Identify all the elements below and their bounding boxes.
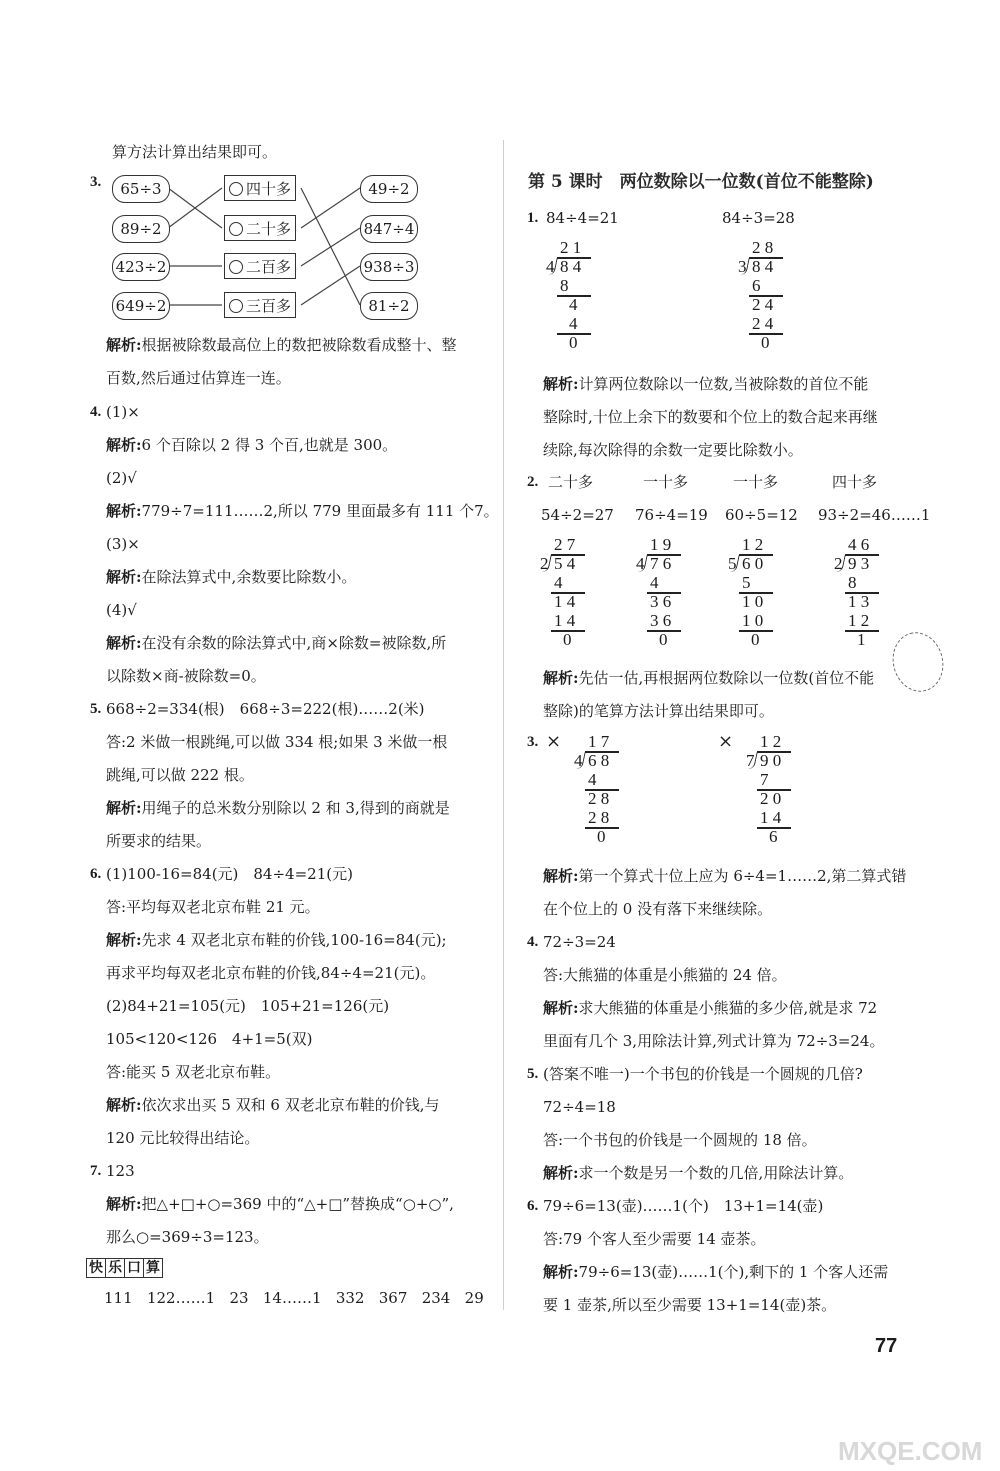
q6-answer-2: 答:能买 5 双老北京布鞋。: [106, 1063, 281, 1081]
division-dividend: 6 0: [742, 554, 764, 573]
division-step: 2 8: [588, 789, 610, 808]
division-divisor: 3: [738, 257, 747, 276]
division-divisor: 2: [540, 554, 549, 573]
r-q1-eq1: 84÷4=21: [546, 209, 619, 227]
r-q2-est-3: 一十多: [733, 473, 779, 491]
r-q6-line: 79÷6=13(壶)……1(个) 13+1=14(壶): [543, 1197, 824, 1215]
match-left-3: 423÷2: [112, 253, 170, 281]
division-step: 1 0: [742, 611, 764, 630]
match-mid-1: 四十多: [224, 175, 296, 201]
division-step: 4: [554, 573, 563, 592]
division-dividend: 9 0: [760, 751, 782, 770]
q6-analysis-4: 120 元比较得出结论。: [106, 1129, 260, 1147]
r-q5-analysis: 解析:求一个数是另一个数的几倍,用除法计算。: [543, 1164, 854, 1182]
q4-p1-analysis: 解析:6 个百除以 2 得 3 个百,也就是 300。: [106, 436, 398, 454]
q5-answer-2: 跳绳,可以做 222 根。: [106, 766, 254, 784]
mental-math-answers: 111 122……1 23 14……1 332 367 234 29: [104, 1289, 484, 1307]
page-number: 77: [875, 1335, 898, 1357]
division-divisor: 7: [746, 751, 755, 770]
division-step: 7: [760, 770, 769, 789]
r-q6-analysis-1: 解析:79÷6=13(壶)……1(个),剩下的 1 个客人还需: [543, 1263, 889, 1281]
match-right-4: 81÷2: [360, 292, 418, 320]
division-step: 8: [560, 276, 569, 295]
division-step: 8: [848, 573, 857, 592]
q6-line-1: (1)100-16=84(元) 84÷4=21(元): [106, 865, 353, 883]
division-step: 1 3: [848, 592, 870, 611]
q6-line-3: 105<120<126 4+1=5(双): [106, 1030, 313, 1048]
r-q2-number: 2.: [527, 474, 539, 490]
r-q1-eq2: 84÷3=28: [722, 209, 795, 227]
r-q3-analysis-1: 解析:第一个算式十位上应为 6÷4=1……2,第二算式错: [543, 867, 907, 885]
r-q3-mark-2: ×: [718, 731, 734, 752]
division-step: 6: [769, 827, 778, 846]
q6-analysis-3: 解析:依次求出买 5 双和 6 双老北京布鞋的价钱,与: [106, 1096, 440, 1114]
division-step: 3 6: [650, 611, 672, 630]
r-q4-analysis-1: 解析:求大熊猫的体重是小熊猫的多少倍,就是求 72: [543, 999, 878, 1017]
division-quotient: 4 6: [848, 535, 870, 554]
match-right-2: 847÷4: [360, 215, 418, 243]
division-step: 4: [569, 314, 578, 333]
mental-math-header: 快 乐 口 算: [86, 1257, 162, 1278]
division-step: 3 6: [650, 592, 672, 611]
division-step: 0: [597, 827, 606, 846]
division-step: 0: [659, 630, 668, 649]
q4-p4: (4)√: [106, 601, 137, 619]
r-q2-eq-3: 60÷5=12: [725, 506, 798, 524]
match-right-1: 49÷2: [360, 175, 418, 203]
q6-analysis-2: 再求平均每双老北京布鞋的价钱,84÷4=21(元)。: [106, 964, 436, 982]
q7-number: 7.: [90, 1163, 102, 1179]
lesson-title: 第 5 课时 两位数除以一位数(首位不能整除): [528, 172, 874, 192]
match-right-3: 938÷3: [360, 253, 418, 281]
q6-number: 6.: [90, 866, 102, 882]
r-q1-analysis-1: 解析:计算两位数除以一位数,当被除数的首位不能: [543, 375, 869, 393]
r-q2-analysis-1: 解析:先估一估,再根据两位数除以一位数(首位不能: [543, 669, 875, 687]
r-q1-analysis-3: 续除,每次除得的余数一定要比除数小。: [543, 441, 803, 459]
r-q2-est-2: 一十多: [643, 473, 689, 491]
match-left-4: 649÷2: [112, 292, 170, 320]
q6-analysis-1: 解析:先求 4 双老北京布鞋的价钱,100-16=84(元);: [106, 931, 447, 949]
q4-number: 4.: [90, 404, 102, 420]
face-icon: [229, 299, 243, 313]
q5-number: 5.: [90, 701, 102, 717]
q4-p1: (1)×: [106, 403, 140, 421]
continuation-line: 算方法计算出结果即可。: [112, 143, 278, 161]
division-quotient: 1 2: [742, 535, 764, 554]
q7-line: 123: [106, 1162, 135, 1180]
r-q5-number: 5.: [527, 1066, 539, 1082]
division-dividend: 6 8: [588, 751, 610, 770]
r-q5-answer: 答:一个书包的价钱是一个圆规的 18 倍。: [543, 1131, 817, 1149]
division-quotient: 1 2: [760, 732, 782, 751]
division-step: 2 8: [588, 808, 610, 827]
r-q2-eq-1: 54÷2=27: [541, 506, 614, 524]
match-left-2: 89÷2: [112, 215, 170, 243]
r-q2-eq-2: 76÷4=19: [635, 506, 708, 524]
r-q3-analysis-2: 在个位上的 0 没有落下来继续除。: [543, 900, 773, 918]
r-q1-analysis-2: 整除时,十位上余下的数要和个位上的数合起来再继: [543, 408, 878, 426]
division-quotient: 2 1: [560, 238, 582, 257]
r-q2-analysis-2: 整除)的笔算方法计算出结果即可。: [543, 702, 774, 720]
division-step: 1 4: [554, 592, 576, 611]
q7-analysis-2: 那么○=369÷3=123。: [106, 1228, 269, 1246]
r-q6-number: 6.: [527, 1198, 539, 1214]
q3-number: 3.: [90, 174, 102, 190]
watermark: MXQE.COM: [838, 1436, 983, 1466]
division-dividend: 5 4: [554, 554, 576, 573]
r-q4-answer: 答:大熊猫的体重是小熊猫的 24 倍。: [543, 966, 787, 984]
q4-p3-analysis: 解析:在除法算式中,余数要比除数小。: [106, 568, 357, 586]
q5-answer-1: 答:2 米做一根跳绳,可以做 334 根;如果 3 米做一根: [106, 733, 448, 751]
r-q5-line-2: 72÷4=18: [543, 1098, 616, 1116]
division-step: 0: [751, 630, 760, 649]
q6-answer-1: 答:平均每双老北京布鞋 21 元。: [106, 898, 320, 916]
r-q2-est-1: 二十多: [548, 473, 594, 491]
division-quotient: 2 8: [752, 238, 774, 257]
division-divisor: 4: [636, 554, 645, 573]
division-divisor: 5: [728, 554, 737, 573]
q7-analysis-1: 解析:把△+□+○=369 中的“△+□”替换成“○+○”,: [106, 1195, 454, 1213]
q5-analysis-2: 所要求的结果。: [106, 832, 212, 850]
match-mid-2: 二十多: [224, 215, 296, 241]
division-divisor: 4: [546, 257, 555, 276]
r-q3-mark-1: ×: [546, 731, 562, 752]
division-step: 0: [563, 630, 572, 649]
division-step: 2 4: [752, 314, 774, 333]
face-icon: [229, 222, 243, 236]
q4-p3: (3)×: [106, 535, 140, 553]
r-q2-eq-4: 93÷2=46……1: [818, 506, 931, 524]
division-step: 1 2: [848, 611, 870, 630]
r-q4-number: 4.: [527, 934, 539, 950]
q6-line-2: (2)84+21=105(元) 105+21=126(元): [106, 997, 390, 1015]
division-quotient: 1 9: [650, 535, 672, 554]
division-step: 4: [569, 295, 578, 314]
division-step: 1 4: [554, 611, 576, 630]
division-divisor: 4: [574, 751, 583, 770]
division-dividend: 8 4: [752, 257, 774, 276]
r-q2-est-4: 四十多: [832, 473, 878, 491]
r-q6-answer: 答:79 个客人至少需要 14 壶茶。: [543, 1230, 766, 1248]
q4-p2-analysis: 解析:779÷7=111……2,所以 779 里面最多有 111 个7。: [106, 502, 499, 520]
division-quotient: 2 7: [554, 535, 576, 554]
r-q4-analysis-2: 里面有几个 3,用除法计算,列式计算为 72÷3=24。: [543, 1032, 885, 1050]
q3-analysis-2: 百数,然后通过估算连一连。: [106, 369, 291, 387]
r-q4-line: 72÷3=24: [543, 933, 616, 951]
division-dividend: 7 6: [650, 554, 672, 573]
r-q6-analysis-2: 要 1 壶茶,所以至少需要 13+1=14(壶)茶。: [543, 1296, 837, 1314]
division-step: 4: [650, 573, 659, 592]
stamp-icon: [886, 627, 950, 698]
match-left-1: 65÷3: [112, 175, 170, 203]
q4-p2: (2)√: [106, 469, 137, 487]
face-icon: [229, 260, 243, 274]
division-step: 1 4: [760, 808, 782, 827]
division-dividend: 8 4: [560, 257, 582, 276]
match-mid-3: 二百多: [224, 253, 296, 279]
division-step: 0: [761, 333, 770, 352]
r-q3-number: 3.: [527, 734, 539, 750]
division-step: 1: [857, 630, 866, 649]
q5-analysis-1: 解析:用绳子的总米数分别除以 2 和 3,得到的商就是: [106, 799, 450, 817]
division-step: 4: [588, 770, 597, 789]
division-step: 1 0: [742, 592, 764, 611]
division-step: 2 0: [760, 789, 782, 808]
division-divisor: 2: [834, 554, 843, 573]
division-quotient: 1 7: [588, 732, 610, 751]
q4-p4-analysis-1: 解析:在没有余数的除法算式中,商×除数=被除数,所: [106, 634, 447, 652]
r-q5-line-1: (答案不唯一)一个书包的价钱是一个圆规的几倍?: [543, 1065, 863, 1083]
division-step: 6: [752, 276, 761, 295]
q5-line: 668÷2=334(根) 668÷3=222(根)……2(米): [106, 700, 425, 718]
match-mid-4: 三百多: [224, 292, 296, 318]
division-step: 2 4: [752, 295, 774, 314]
division-step: 5: [742, 573, 751, 592]
face-icon: [229, 182, 243, 196]
q4-p4-analysis-2: 以除数×商-被除数=0。: [106, 667, 266, 685]
division-dividend: 9 3: [848, 554, 870, 573]
division-step: 0: [569, 333, 578, 352]
q3-analysis-1: 解析:根据被除数最高位上的数把被除数看成整十、整: [106, 336, 457, 354]
r-q1-number: 1.: [527, 210, 539, 226]
